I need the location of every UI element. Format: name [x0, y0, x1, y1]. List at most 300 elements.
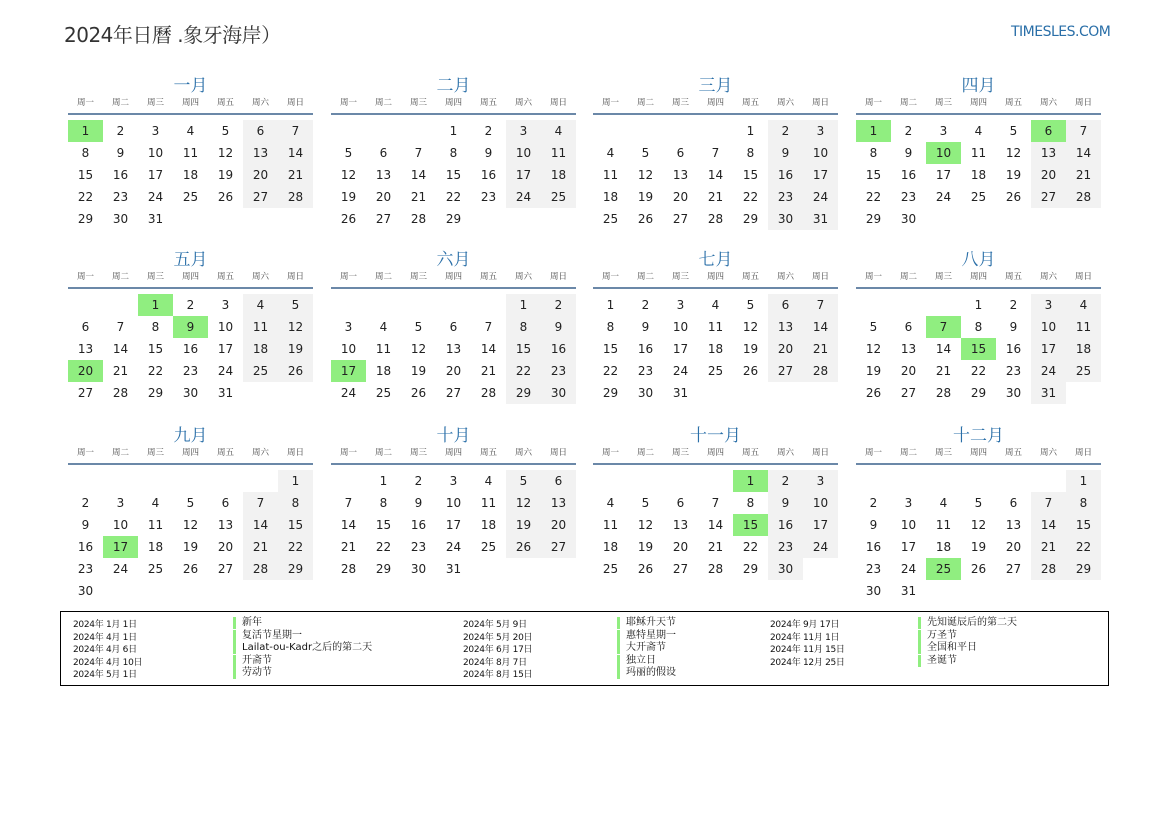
day-cell: 22 [742, 190, 759, 204]
day-cell: 28 [278, 186, 313, 208]
weekday-label: 周六 [514, 98, 532, 108]
month-block [593, 425, 838, 575]
weekday-label: 周六 [251, 272, 269, 282]
day-cell: 2 [869, 496, 878, 510]
day-cell: 22 [970, 364, 987, 378]
day-cell: 10 [506, 142, 541, 164]
legend-holiday-name: 新年 [233, 617, 262, 629]
weekday-label: 周六 [1039, 272, 1057, 282]
day-cell: 7 [803, 294, 838, 316]
weekday-label: 周四 [181, 98, 199, 108]
legend-holiday-name: 万圣节 [918, 630, 957, 642]
day-cell: 11 [970, 146, 987, 160]
holiday-day-cell: 15 [733, 514, 768, 536]
weekday-label: 周五 [1004, 448, 1022, 458]
day-cell: 30 [77, 584, 94, 598]
weekday-label: 周三 [146, 272, 164, 282]
day-cell: 10 [672, 320, 689, 334]
month-title: 三月 [698, 76, 733, 96]
day-cell: 26 [970, 562, 987, 576]
legend-holiday-name: Lailat-ou-Kadr之后的第二天 [233, 642, 372, 654]
day-cell: 24 [445, 540, 462, 554]
day-cell: 28 [480, 386, 497, 400]
day-cell: 27 [1005, 562, 1022, 576]
day-cell: 20 [672, 540, 689, 554]
day-cell: 28 [803, 360, 838, 382]
day-cell: 21 [1031, 536, 1066, 558]
day-cell: 14 [112, 342, 129, 356]
day-cell: 3 [904, 496, 913, 510]
day-cell: 6 [541, 470, 576, 492]
weekday-label: 周二 [111, 272, 129, 282]
day-cell: 17 [672, 342, 689, 356]
day-cell: 15 [865, 168, 882, 182]
day-cell: 13 [1005, 518, 1022, 532]
day-cell: 10 [147, 146, 164, 160]
day-cell: 25 [602, 562, 619, 576]
day-cell: 7 [243, 492, 278, 514]
day-cell: 23 [1005, 364, 1022, 378]
day-cell: 19 [970, 540, 987, 554]
day-cell: 20 [672, 190, 689, 204]
day-cell: 18 [1066, 338, 1101, 360]
day-cell: 28 [112, 386, 129, 400]
day-cell: 15 [1066, 514, 1101, 536]
day-cell: 22 [375, 540, 392, 554]
day-cell: 17 [1031, 338, 1066, 360]
weekday-label: 周一 [339, 448, 357, 458]
day-cell: 4 [151, 496, 160, 510]
weekday-label: 周四 [706, 98, 724, 108]
day-cell: 10 [217, 320, 234, 334]
day-cell: 27 [77, 386, 94, 400]
day-cell: 29 [147, 386, 164, 400]
month-title: 九月 [173, 426, 208, 446]
month-title: 六月 [436, 250, 471, 270]
legend-holiday-name: 独立日 [617, 655, 656, 667]
day-cell: 26 [340, 212, 357, 226]
day-cell: 26 [217, 190, 234, 204]
month-title: 二月 [436, 76, 471, 96]
day-cell: 26 [637, 562, 654, 576]
day-cell: 14 [243, 514, 278, 536]
day-cell: 5 [278, 294, 313, 316]
day-cell: 31 [217, 386, 234, 400]
day-cell: 12 [637, 518, 654, 532]
header-rule [856, 113, 1101, 115]
day-cell: 19 [1005, 168, 1022, 182]
month-block [593, 75, 838, 225]
day-cell: 13 [243, 142, 278, 164]
day-cell: 23 [541, 360, 576, 382]
day-cell: 27 [672, 212, 689, 226]
day-cell: 27 [375, 212, 392, 226]
day-cell: 30 [865, 584, 882, 598]
day-cell: 21 [278, 164, 313, 186]
weekday-label: 周二 [111, 98, 129, 108]
day-cell: 7 [1031, 492, 1066, 514]
day-cell: 8 [606, 320, 615, 334]
day-cell: 25 [541, 186, 576, 208]
day-cell: 7 [414, 146, 423, 160]
day-cell: 30 [1005, 386, 1022, 400]
day-cell: 25 [147, 562, 164, 576]
day-cell: 11 [480, 496, 497, 510]
weekday-label: 周日 [1074, 448, 1092, 458]
day-cell: 9 [768, 142, 803, 164]
weekday-label: 周五 [1004, 98, 1022, 108]
day-cell: 6 [379, 146, 388, 160]
day-cell: 11 [147, 518, 164, 532]
day-cell: 28 [1031, 558, 1066, 580]
day-cell: 4 [711, 298, 720, 312]
day-cell: 28 [410, 212, 427, 226]
day-cell: 10 [445, 496, 462, 510]
day-cell: 18 [541, 164, 576, 186]
day-cell: 25 [602, 212, 619, 226]
day-cell: 24 [147, 190, 164, 204]
day-cell: 8 [506, 316, 541, 338]
month-block [593, 249, 838, 399]
day-cell: 14 [410, 168, 427, 182]
legend-holiday-name: 玛丽的假设 [617, 667, 676, 679]
day-cell: 10 [900, 518, 917, 532]
day-cell: 26 [637, 212, 654, 226]
weekday-label: 周一 [76, 98, 94, 108]
day-cell: 1 [606, 298, 615, 312]
day-cell: 9 [484, 146, 493, 160]
day-cell: 2 [186, 298, 195, 312]
weekday-label: 周一 [601, 448, 619, 458]
day-cell: 2 [116, 124, 125, 138]
weekday-label: 周三 [671, 448, 689, 458]
weekday-label: 周二 [636, 448, 654, 458]
day-cell: 6 [676, 496, 685, 510]
day-cell: 18 [602, 540, 619, 554]
day-cell: 2 [768, 120, 803, 142]
day-cell: 22 [77, 190, 94, 204]
day-cell: 13 [768, 316, 803, 338]
day-cell: 18 [480, 518, 497, 532]
weekday-label: 周五 [216, 98, 234, 108]
header-rule [593, 113, 838, 115]
day-cell: 24 [112, 562, 129, 576]
holiday-day-cell: 15 [961, 338, 996, 360]
day-cell: 16 [637, 342, 654, 356]
header-rule [331, 463, 576, 465]
brand-logo-text[interactable]: TIMESLES.COM [1011, 24, 1111, 40]
day-cell: 8 [81, 146, 90, 160]
day-cell: 19 [182, 540, 199, 554]
day-cell: 18 [147, 540, 164, 554]
weekday-label: 周一 [339, 98, 357, 108]
day-cell: 8 [869, 146, 878, 160]
day-cell: 17 [803, 164, 838, 186]
day-cell: 12 [217, 146, 234, 160]
weekday-label: 周三 [671, 98, 689, 108]
day-cell: 26 [742, 364, 759, 378]
weekday-label: 周四 [969, 272, 987, 282]
weekday-label: 周五 [741, 98, 759, 108]
day-cell: 11 [243, 316, 278, 338]
day-cell: 30 [768, 558, 803, 580]
day-cell: 21 [803, 338, 838, 360]
weekday-label: 周四 [444, 98, 462, 108]
day-cell: 18 [375, 364, 392, 378]
legend-date: 2024年 8月 7日 [463, 657, 527, 668]
header-rule [68, 463, 313, 465]
day-cell: 2 [414, 474, 423, 488]
day-cell: 12 [1005, 146, 1022, 160]
day-cell: 16 [865, 540, 882, 554]
day-cell: 14 [1066, 142, 1101, 164]
month-title: 五月 [173, 250, 208, 270]
weekday-label: 周一 [76, 272, 94, 282]
day-cell: 21 [707, 190, 724, 204]
legend-date: 2024年 8月 15日 [463, 670, 533, 680]
holiday-day-cell: 6 [1031, 120, 1066, 142]
month-block [68, 425, 313, 598]
day-cell: 19 [742, 342, 759, 356]
day-cell: 25 [970, 190, 987, 204]
day-cell: 12 [637, 168, 654, 182]
weekday-label: 周六 [514, 272, 532, 282]
month-title: 十月 [436, 426, 471, 446]
weekday-label: 周日 [811, 272, 829, 282]
day-cell: 8 [379, 496, 388, 510]
header-rule [856, 287, 1101, 289]
day-cell: 3 [1031, 294, 1066, 316]
weekday-label: 周日 [286, 272, 304, 282]
weekday-label: 周六 [776, 448, 794, 458]
legend-holiday-name: 劳动节 [233, 667, 272, 679]
day-cell: 3 [939, 124, 948, 138]
header-rule [593, 463, 838, 465]
legend-date: 2024年 6月 17日 [463, 645, 533, 655]
day-cell: 12 [182, 518, 199, 532]
month-block [856, 75, 1101, 225]
day-cell: 11 [375, 342, 392, 356]
day-cell: 3 [344, 320, 353, 334]
legend-holiday-name: 大开斋节 [617, 642, 666, 654]
day-cell: 25 [480, 540, 497, 554]
header-rule [68, 287, 313, 289]
day-cell: 20 [375, 190, 392, 204]
day-cell: 24 [803, 536, 838, 558]
holiday-day-cell: 7 [926, 316, 961, 338]
day-cell: 7 [484, 320, 493, 334]
day-cell: 3 [803, 120, 838, 142]
day-cell: 11 [707, 320, 724, 334]
day-cell: 19 [217, 168, 234, 182]
day-cell: 7 [344, 496, 353, 510]
day-cell: 31 [147, 212, 164, 226]
day-cell: 15 [602, 342, 619, 356]
day-cell: 2 [1009, 298, 1018, 312]
day-cell: 30 [541, 382, 576, 404]
weekday-label: 周日 [286, 448, 304, 458]
weekday-label: 周五 [1004, 272, 1022, 282]
day-cell: 28 [935, 386, 952, 400]
day-cell: 6 [449, 320, 458, 334]
weekday-label: 周一 [76, 448, 94, 458]
page-title: 2024年日曆 .象牙海岸） [64, 23, 281, 47]
day-cell: 21 [1066, 164, 1101, 186]
day-cell: 1 [1066, 470, 1101, 492]
month-title: 一月 [173, 76, 208, 96]
day-cell: 23 [182, 364, 199, 378]
day-cell: 23 [637, 364, 654, 378]
holiday-day-cell: 1 [138, 294, 173, 316]
weekday-label: 周五 [216, 448, 234, 458]
day-cell: 31 [803, 208, 838, 230]
weekday-label: 周二 [374, 448, 392, 458]
day-cell: 13 [1031, 142, 1066, 164]
day-cell: 1 [506, 294, 541, 316]
day-cell: 2 [541, 294, 576, 316]
day-cell: 25 [243, 360, 278, 382]
day-cell: 21 [935, 364, 952, 378]
day-cell: 5 [641, 146, 650, 160]
weekday-label: 周一 [601, 272, 619, 282]
header-rule [331, 287, 576, 289]
month-block [331, 425, 576, 575]
day-cell: 12 [865, 342, 882, 356]
day-cell: 4 [1066, 294, 1101, 316]
day-cell: 24 [672, 364, 689, 378]
weekday-label: 周三 [409, 272, 427, 282]
legend-holiday-name: 全国和平日 [918, 642, 977, 654]
weekday-label: 周日 [1074, 98, 1092, 108]
day-cell: 24 [1031, 360, 1066, 382]
day-cell: 28 [1066, 186, 1101, 208]
day-cell: 3 [506, 120, 541, 142]
day-cell: 3 [221, 298, 230, 312]
day-cell: 9 [81, 518, 90, 532]
day-cell: 28 [243, 558, 278, 580]
month-block [331, 249, 576, 399]
day-cell: 9 [414, 496, 423, 510]
holiday-day-cell: 1 [856, 120, 891, 142]
day-cell: 13 [900, 342, 917, 356]
legend-holiday-name: 复活节星期一 [233, 630, 302, 642]
weekday-label: 周三 [409, 98, 427, 108]
day-cell: 19 [340, 190, 357, 204]
day-cell: 29 [278, 558, 313, 580]
day-cell: 16 [182, 342, 199, 356]
holiday-day-cell: 17 [103, 536, 138, 558]
month-title: 十二月 [953, 426, 1004, 446]
day-cell: 10 [803, 142, 838, 164]
day-cell: 26 [506, 536, 541, 558]
day-cell: 1 [278, 470, 313, 492]
day-cell: 2 [641, 298, 650, 312]
legend-date: 2024年 5月 9日 [463, 620, 527, 630]
day-cell: 16 [768, 164, 803, 186]
day-cell: 30 [410, 562, 427, 576]
holiday-day-cell: 1 [733, 470, 768, 492]
day-cell: 27 [1031, 186, 1066, 208]
day-cell: 13 [672, 168, 689, 182]
day-cell: 23 [768, 536, 803, 558]
weekday-label: 周三 [146, 448, 164, 458]
weekday-label: 周四 [181, 272, 199, 282]
day-cell: 1 [974, 298, 983, 312]
day-cell: 22 [602, 364, 619, 378]
legend-date: 2024年 4月 10日 [73, 657, 143, 668]
month-block [331, 75, 576, 225]
weekday-label: 周五 [479, 98, 497, 108]
header-rule [68, 113, 313, 115]
day-cell: 21 [243, 536, 278, 558]
day-cell: 29 [602, 386, 619, 400]
day-cell: 29 [77, 212, 94, 226]
day-cell: 28 [340, 562, 357, 576]
day-cell: 15 [445, 168, 462, 182]
day-cell: 11 [602, 518, 619, 532]
day-cell: 26 [410, 386, 427, 400]
weekday-label: 周六 [776, 272, 794, 282]
day-cell: 27 [672, 562, 689, 576]
legend-date: 2024年 4月 1日 [73, 632, 137, 643]
day-cell: 17 [803, 514, 838, 536]
weekday-label: 周五 [741, 272, 759, 282]
day-cell: 16 [1005, 342, 1022, 356]
day-cell: 18 [935, 540, 952, 554]
day-cell: 13 [541, 492, 576, 514]
day-cell: 11 [1066, 316, 1101, 338]
day-cell: 5 [186, 496, 195, 510]
day-cell: 14 [803, 316, 838, 338]
day-cell: 8 [151, 320, 160, 334]
day-cell: 21 [480, 364, 497, 378]
holiday-day-cell: 9 [173, 316, 208, 338]
day-cell: 7 [711, 146, 720, 160]
weekday-label: 周一 [339, 272, 357, 282]
weekday-label: 周日 [811, 448, 829, 458]
weekday-label: 周二 [899, 272, 917, 282]
day-cell: 4 [939, 496, 948, 510]
day-cell: 5 [344, 146, 353, 160]
day-cell: 20 [1031, 164, 1066, 186]
day-cell: 24 [900, 562, 917, 576]
day-cell: 25 [375, 386, 392, 400]
legend-holiday-name: 惠特星期一 [617, 630, 676, 642]
day-cell: 16 [410, 518, 427, 532]
day-cell: 15 [742, 168, 759, 182]
day-cell: 31 [445, 562, 462, 576]
day-cell: 24 [217, 364, 234, 378]
month-title: 四月 [961, 76, 996, 96]
day-cell: 4 [606, 496, 615, 510]
day-cell: 5 [221, 124, 230, 138]
day-cell: 2 [768, 470, 803, 492]
legend-date: 2024年 12月 25日 [770, 657, 845, 668]
weekday-label: 周四 [969, 448, 987, 458]
day-cell: 11 [541, 142, 576, 164]
day-cell: 12 [278, 316, 313, 338]
day-cell: 20 [243, 164, 278, 186]
legend-date: 2024年 9月 17日 [770, 620, 840, 630]
weekday-label: 周二 [111, 448, 129, 458]
day-cell: 3 [449, 474, 458, 488]
legend-date: 2024年 11月 1日 [770, 632, 840, 643]
day-cell: 3 [116, 496, 125, 510]
day-cell: 20 [768, 338, 803, 360]
day-cell: 21 [410, 190, 427, 204]
day-cell: 7 [711, 496, 720, 510]
day-cell: 18 [707, 342, 724, 356]
